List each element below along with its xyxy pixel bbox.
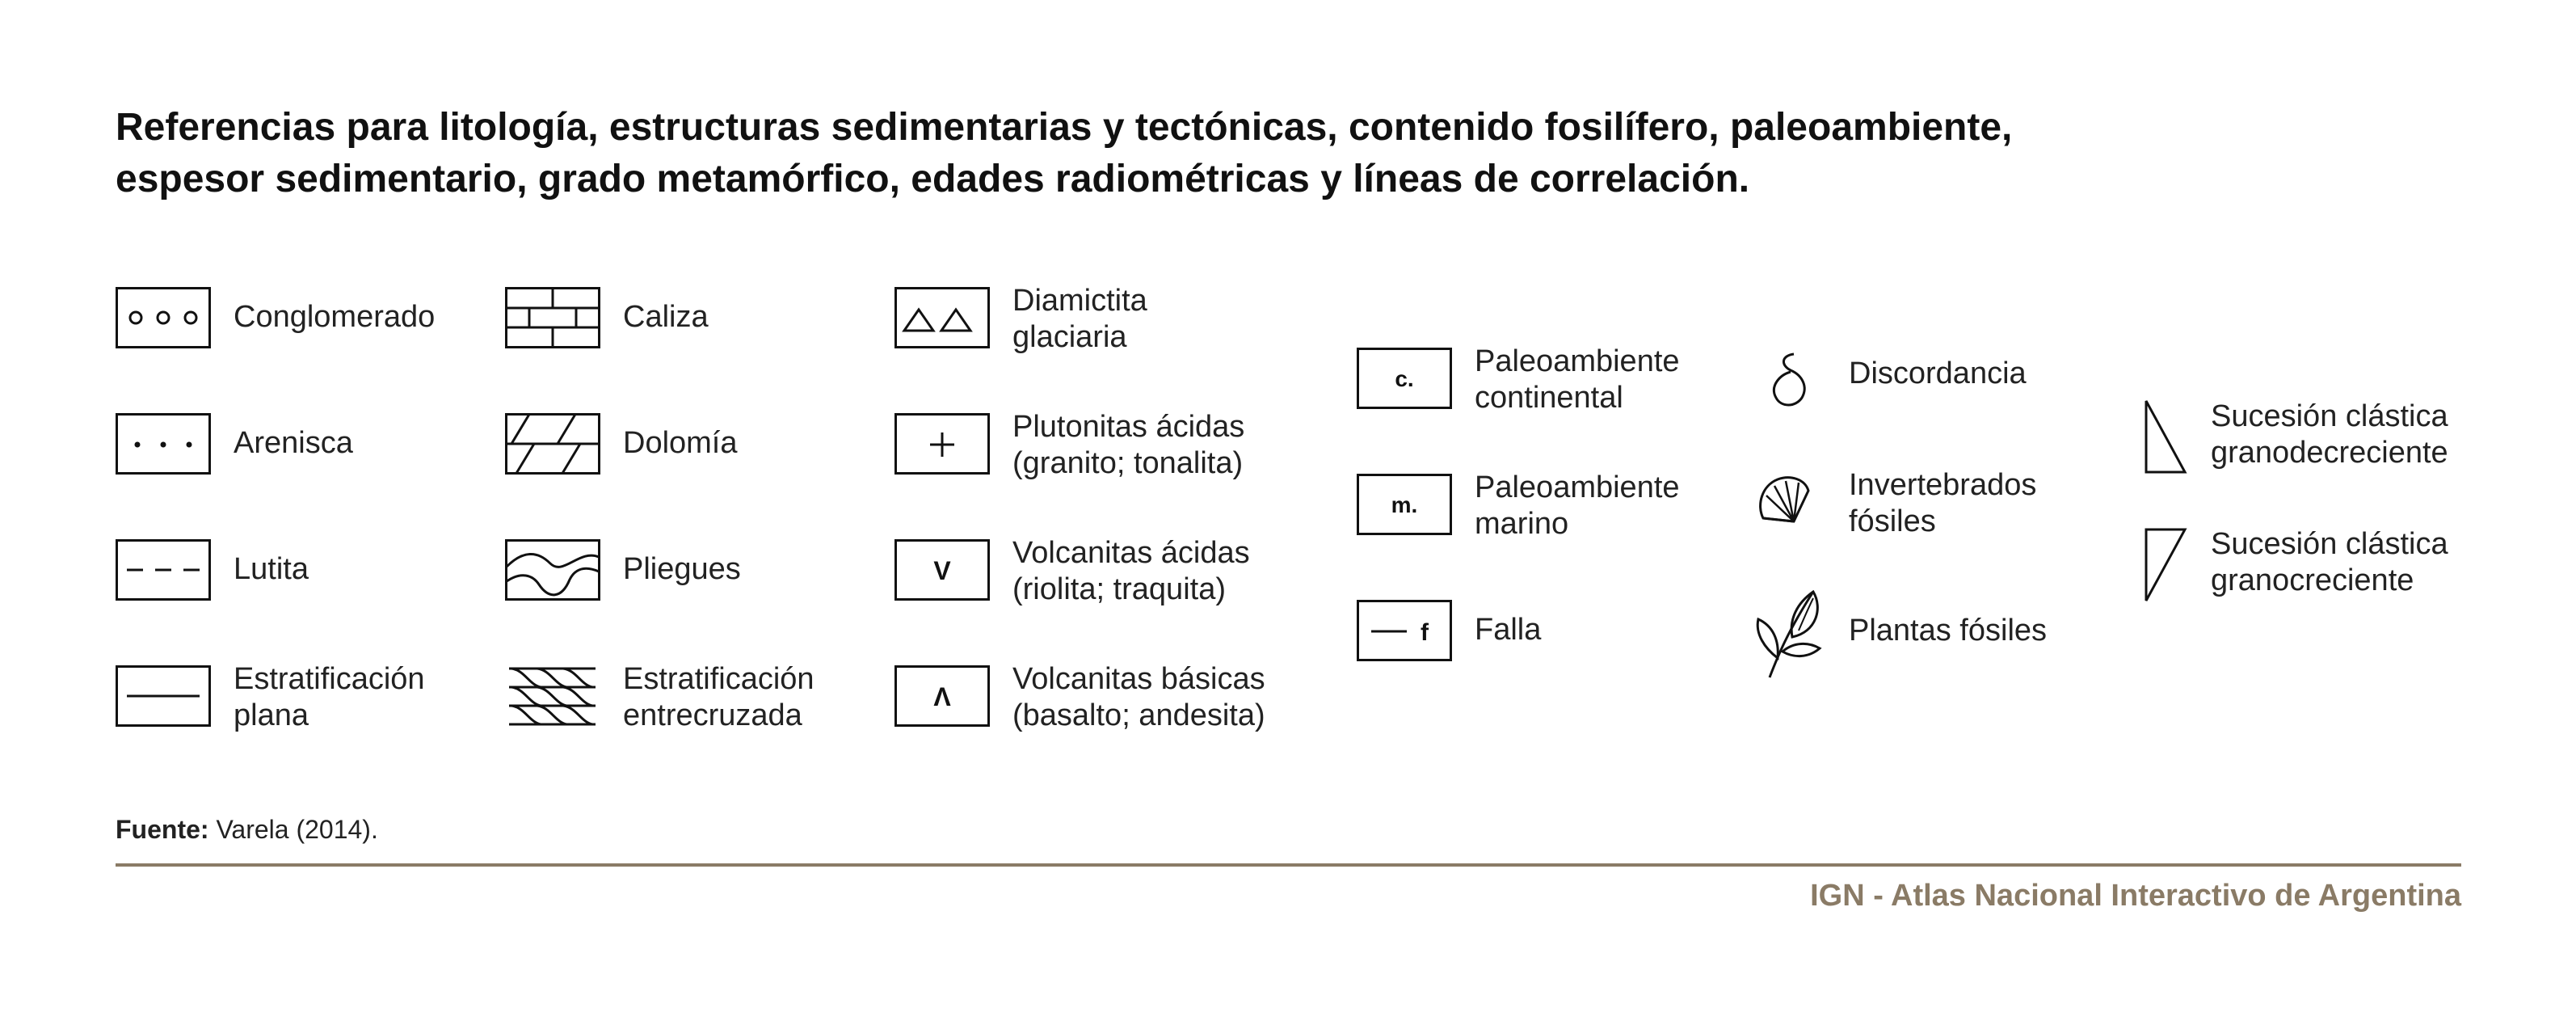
pliegues-label: Pliegues [623,552,741,586]
paleo-marino-glyph: m. [1391,492,1418,517]
paleo-continental-label: Paleoambiente continental [1475,344,1680,415]
title-line-2: espesor sedimentario, grado metamórfico, edades radiométricas y líneas de correlación. [116,158,1750,200]
volcanitas-basicas-symbol [894,665,990,727]
estratificacion-entrecruzada-label: Estratificación entrecruzada [623,662,814,732]
plantas-label: Plantas fósiles [1849,614,2048,648]
volcanitas-basicas-glyph: Λ [933,682,951,711]
falla-glyph: f [1421,619,1429,646]
plutonitas-symbol [894,413,990,475]
dolomia-symbol [505,413,600,475]
volcanitas-acidas-symbol [894,539,990,601]
granodecreciente-label: Sucesión clástica granodecreciente [2211,399,2448,470]
footer-credit: IGN - Atlas Nacional Interactivo de Argentina [1810,879,2461,913]
lutita-symbol [116,539,211,601]
conglomerado-label: Conglomerado [234,300,436,334]
estratificacion-plana-label: Estratificación plana [234,662,425,732]
discordancia-icon [1745,348,1841,409]
source-label: Fuente: [116,815,209,844]
falla-symbol [1357,600,1452,661]
legend-title [116,102,2459,205]
volcanitas-acidas-label: Volcanitas ácidas (riolita; traquita) [1012,536,1250,606]
arenisca-symbol [116,413,211,475]
conglomerado-symbol [116,287,211,348]
falla-label: Falla [1475,613,1542,647]
arenisca-label: Arenisca [234,426,353,460]
footer-divider [116,863,2461,867]
granodecreciente-symbol [2133,398,2206,475]
volcanitas-basicas-label: Volcanitas básicas (basalto; andesita) [1012,662,1265,732]
plant-fossil-icon [1745,584,1841,681]
paleo-marino-label: Paleoambiente marino [1475,470,1680,541]
plutonitas-label: Plutonitas ácidas (granito; tonalita) [1012,410,1245,480]
diamictita-label: Diamictita glaciaria [1012,284,1147,354]
paleo-continental-glyph: c. [1395,366,1414,391]
discordancia-label: Discordancia [1849,357,2027,390]
estratificacion-entrecruzada-symbol [505,665,600,727]
source-note [116,815,378,845]
paleo-continental-symbol [1357,348,1452,409]
invertebrados-label: Invertebrados fósiles [1849,468,2037,538]
paleo-marino-symbol [1357,474,1452,535]
caliza-label: Caliza [623,300,709,334]
granocreciente-label: Sucesión clástica granocreciente [2211,527,2448,597]
caliza-symbol [505,287,600,348]
shell-fossil-icon [1745,471,1841,536]
pliegues-symbol [505,539,600,601]
estratificacion-plana-symbol [116,665,211,727]
volcanitas-acidas-glyph: V [933,556,951,585]
diamictita-symbol [894,287,990,348]
source-text: Varela (2014). [216,815,378,844]
title-line-1: Referencias para litología, estructuras sedimentarias y tectónicas, contenido fosilífero, paleoambiente, [116,106,2013,149]
lutita-label: Lutita [234,552,309,586]
dolomia-label: Dolomía [623,426,738,460]
granocreciente-symbol [2133,526,2206,604]
